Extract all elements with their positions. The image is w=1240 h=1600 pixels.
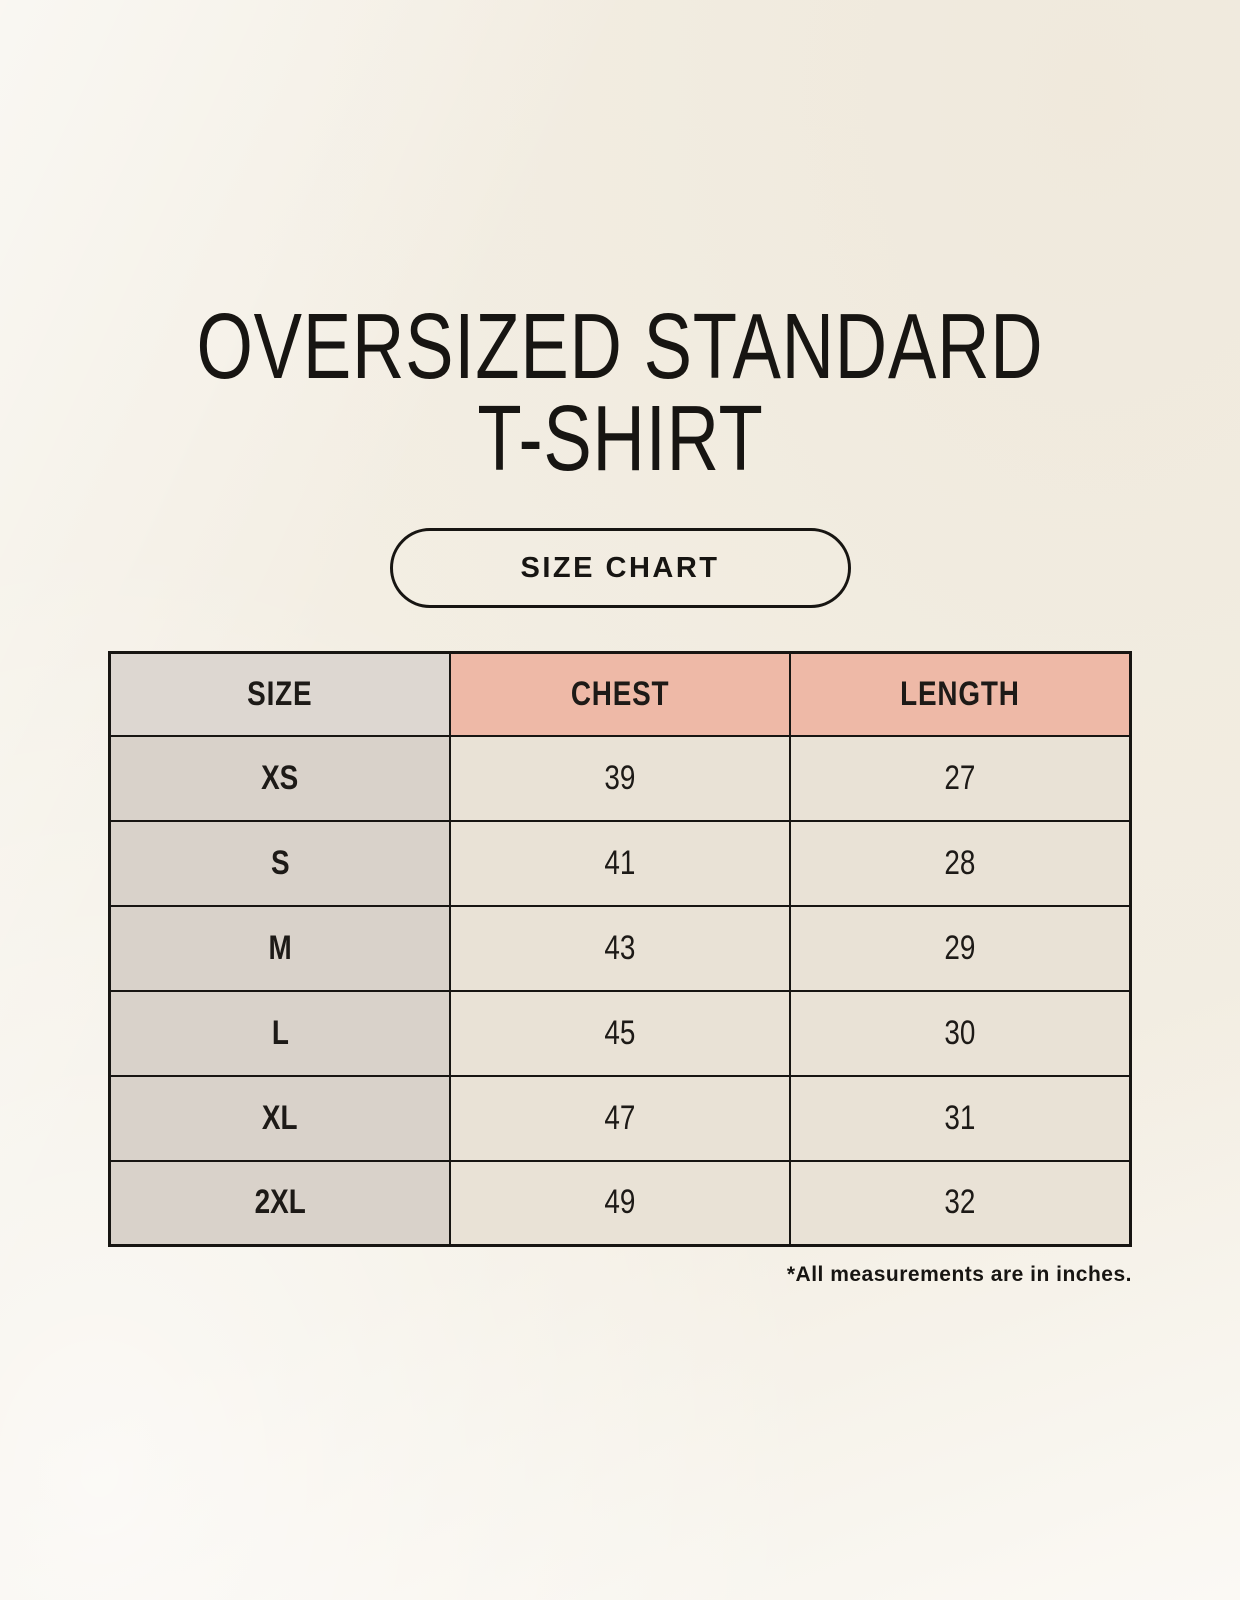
size-chart-table bbox=[108, 651, 1132, 1247]
length-value: 28 bbox=[790, 821, 1130, 906]
size-label: M bbox=[110, 906, 450, 991]
measurements-footnote: *All measurements are in inches. bbox=[786, 1263, 1132, 1287]
page-title-line2: T-SHIRT bbox=[476, 386, 764, 491]
size-label: XL bbox=[110, 1076, 450, 1161]
table-row bbox=[110, 736, 1131, 821]
column-header-chest: CHEST bbox=[450, 653, 790, 736]
chest-value: 43 bbox=[450, 906, 790, 991]
column-header-size: SIZE bbox=[110, 653, 450, 736]
length-value: 30 bbox=[790, 991, 1130, 1076]
size-chart-button-container bbox=[0, 528, 1240, 608]
column-header-length: LENGTH bbox=[790, 653, 1130, 736]
chest-value: 45 bbox=[450, 991, 790, 1076]
chest-value: 41 bbox=[450, 821, 790, 906]
table-row bbox=[110, 821, 1131, 906]
size-chart-button[interactable]: SIZE CHART bbox=[390, 528, 851, 608]
table-row bbox=[110, 991, 1131, 1076]
chest-value: 47 bbox=[450, 1076, 790, 1161]
length-value: 31 bbox=[790, 1076, 1130, 1161]
length-value: 29 bbox=[790, 906, 1130, 991]
table-row bbox=[110, 1076, 1131, 1161]
size-label: L bbox=[110, 991, 450, 1076]
chest-value: 39 bbox=[450, 736, 790, 821]
size-label: XS bbox=[110, 736, 450, 821]
page-title bbox=[0, 0, 1240, 491]
length-value: 27 bbox=[790, 736, 1130, 821]
page-title-line1: OVERSIZED STANDARD bbox=[196, 294, 1044, 398]
size-label: 2XL bbox=[110, 1161, 450, 1246]
table-row bbox=[110, 906, 1131, 991]
size-label: S bbox=[110, 821, 450, 906]
length-value: 32 bbox=[790, 1161, 1130, 1246]
table-header-row bbox=[110, 653, 1131, 736]
table-row bbox=[110, 1161, 1131, 1246]
chest-value: 49 bbox=[450, 1161, 790, 1246]
